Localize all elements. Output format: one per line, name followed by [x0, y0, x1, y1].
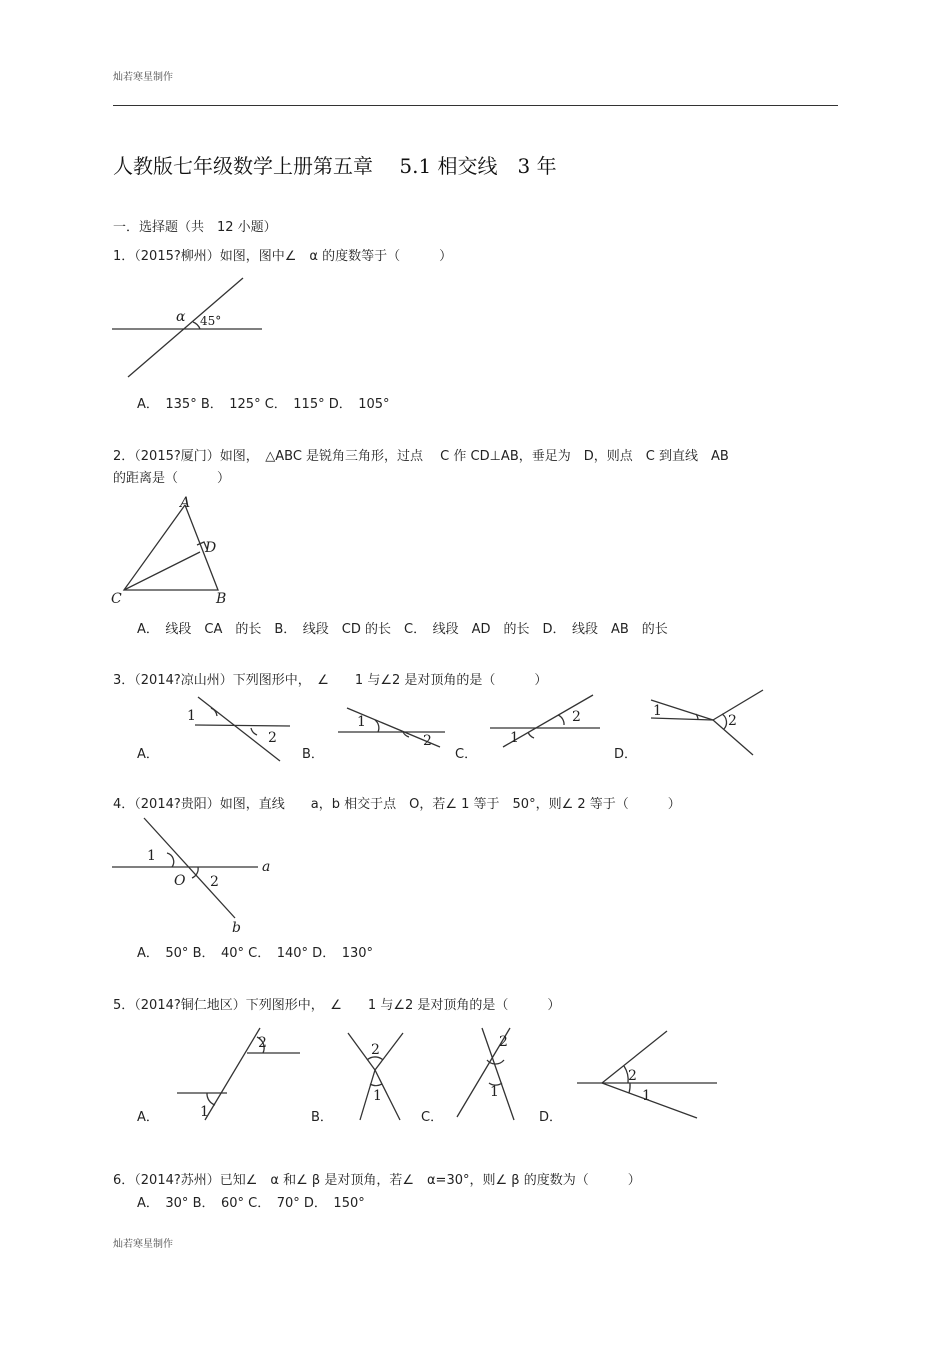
angle-1-label: 1 — [147, 848, 156, 864]
question-3-option-d: D． — [614, 747, 638, 762]
question-3-figure-b — [335, 705, 455, 750]
question-4-figure — [110, 815, 285, 935]
question-5-option-d: D． — [539, 1110, 563, 1125]
line-b — [144, 818, 235, 918]
angle-1-label: 1 — [642, 1088, 651, 1104]
page-title: 人教版七年级数学上册第五章 5.1 相交线 3 年 — [113, 154, 557, 178]
question-1-options: A． 135° B． 125° C． 115° D． 105° — [137, 397, 390, 412]
angle-1-arc — [167, 853, 174, 867]
oblique-line — [198, 697, 280, 761]
oblique-line — [128, 278, 243, 377]
question-1-figure — [110, 275, 270, 380]
question-2-options: A． 线段 CA 的长 B． 线段 CD 的长 C． 线段 AD 的长 D． 线段 AB 的长 — [137, 622, 668, 637]
line-b-label: b — [232, 920, 241, 936]
question-5-figure-b — [340, 1030, 410, 1125]
question-3-text: 3．（2014?凉山州）下列图形中， ∠ 1 与∠2 是对顶角的是（ ） — [113, 673, 548, 688]
question-5-option-a: A． — [137, 1110, 159, 1125]
angle-2-label: 2 — [499, 1034, 508, 1050]
angle-2-label: 2 — [210, 874, 219, 890]
line-1 — [482, 1028, 514, 1120]
angle-2-label: 2 — [258, 1035, 267, 1051]
triangle-abc — [124, 505, 218, 590]
angle-1-label: 1 — [200, 1104, 209, 1120]
label-a: A — [180, 495, 191, 511]
label-b: B — [216, 591, 227, 607]
label-c: C — [111, 591, 122, 607]
horizontal-line — [195, 725, 290, 726]
question-3-option-a: A． — [137, 747, 159, 762]
angle-1-arc — [370, 1084, 382, 1086]
angle-2-label: 2 — [572, 709, 581, 725]
angle-1-label: 1 — [653, 703, 662, 719]
angle-2-label: 2 — [268, 730, 277, 746]
angle-2-arc — [251, 728, 257, 735]
angle-2-label: 2 — [628, 1068, 637, 1084]
question-2-text-line1: 2．（2015?厦门）如图， △ABC 是锐角三角形，过点 C 作 CD⊥AB，垂足为 D，则点 C 到直线 AB — [113, 449, 729, 464]
page-footer: 灿若寒星制作 — [113, 1239, 173, 1250]
point-o-label: O — [174, 873, 186, 889]
angle-1-arc — [528, 732, 534, 738]
question-1-text: 1．（2015?柳州）如图，图中∠ α 的度数等于（ ） — [113, 249, 453, 264]
angle-1-label: 1 — [373, 1088, 382, 1104]
question-6-text: 6．（2014?苏州）已知∠ α 和∠ β 是对顶角，若∠ α=30°，则∠ β 的度数为（ ） — [113, 1173, 641, 1188]
angle-2-arc — [722, 714, 727, 729]
header-divider — [113, 105, 838, 106]
question-3-option-c: C． — [455, 747, 478, 762]
angle-1-label: 1 — [187, 708, 196, 724]
angle-45-label: 45° — [200, 314, 222, 328]
question-5-figure-c — [452, 1025, 522, 1125]
question-5-option-b: B． — [311, 1110, 333, 1125]
question-5-text: 5．（2014?铜仁地区）下列图形中， ∠ 1 与∠2 是对顶角的是（ ） — [113, 998, 561, 1013]
question-6-options: A． 30° B． 60° C． 70° D． 150° — [137, 1196, 365, 1211]
page-header: 灿若寒星制作 — [113, 72, 173, 83]
angle-1-arc — [211, 708, 217, 716]
angle-2-arc — [558, 715, 564, 725]
alpha-label: α — [176, 309, 186, 325]
transversal — [205, 1028, 260, 1120]
angle-1-label: 1 — [357, 714, 366, 730]
section-heading: 一．选择题（共 12 小题） — [113, 220, 277, 235]
question-3-option-b: B． — [302, 747, 324, 762]
question-4-text: 4．（2014?贵阳）如图，直线 a，b 相交于点 O，若∠ 1 等于 50°，则∠ 2 等于（ ） — [113, 797, 681, 812]
question-5-option-c: C． — [421, 1110, 444, 1125]
question-2-figure — [108, 495, 238, 610]
question-2-text-line2: 的距离是（ ） — [113, 471, 231, 486]
question-4-options: A． 50° B． 40° C． 140° D． 130° — [137, 946, 374, 961]
angle-2-label: 2 — [423, 733, 432, 749]
angle-1-label: 1 — [490, 1084, 499, 1100]
angle-1-label: 1 — [510, 730, 519, 746]
angle-1-arc — [629, 1083, 630, 1093]
question-3-figure-d — [648, 688, 768, 758]
altitude-cd — [124, 552, 200, 590]
question-3-figure-a — [165, 695, 295, 765]
angle-2-label: 2 — [371, 1042, 380, 1058]
question-5-figure-d — [572, 1028, 722, 1123]
angle-2-label: 2 — [728, 713, 737, 729]
ray-right-upper — [713, 690, 763, 720]
question-3-figure-c — [488, 690, 608, 750]
angle-arc — [193, 322, 200, 329]
line-a-label: a — [262, 859, 271, 875]
label-d: D — [205, 540, 217, 556]
question-5-figure-a — [175, 1025, 305, 1125]
